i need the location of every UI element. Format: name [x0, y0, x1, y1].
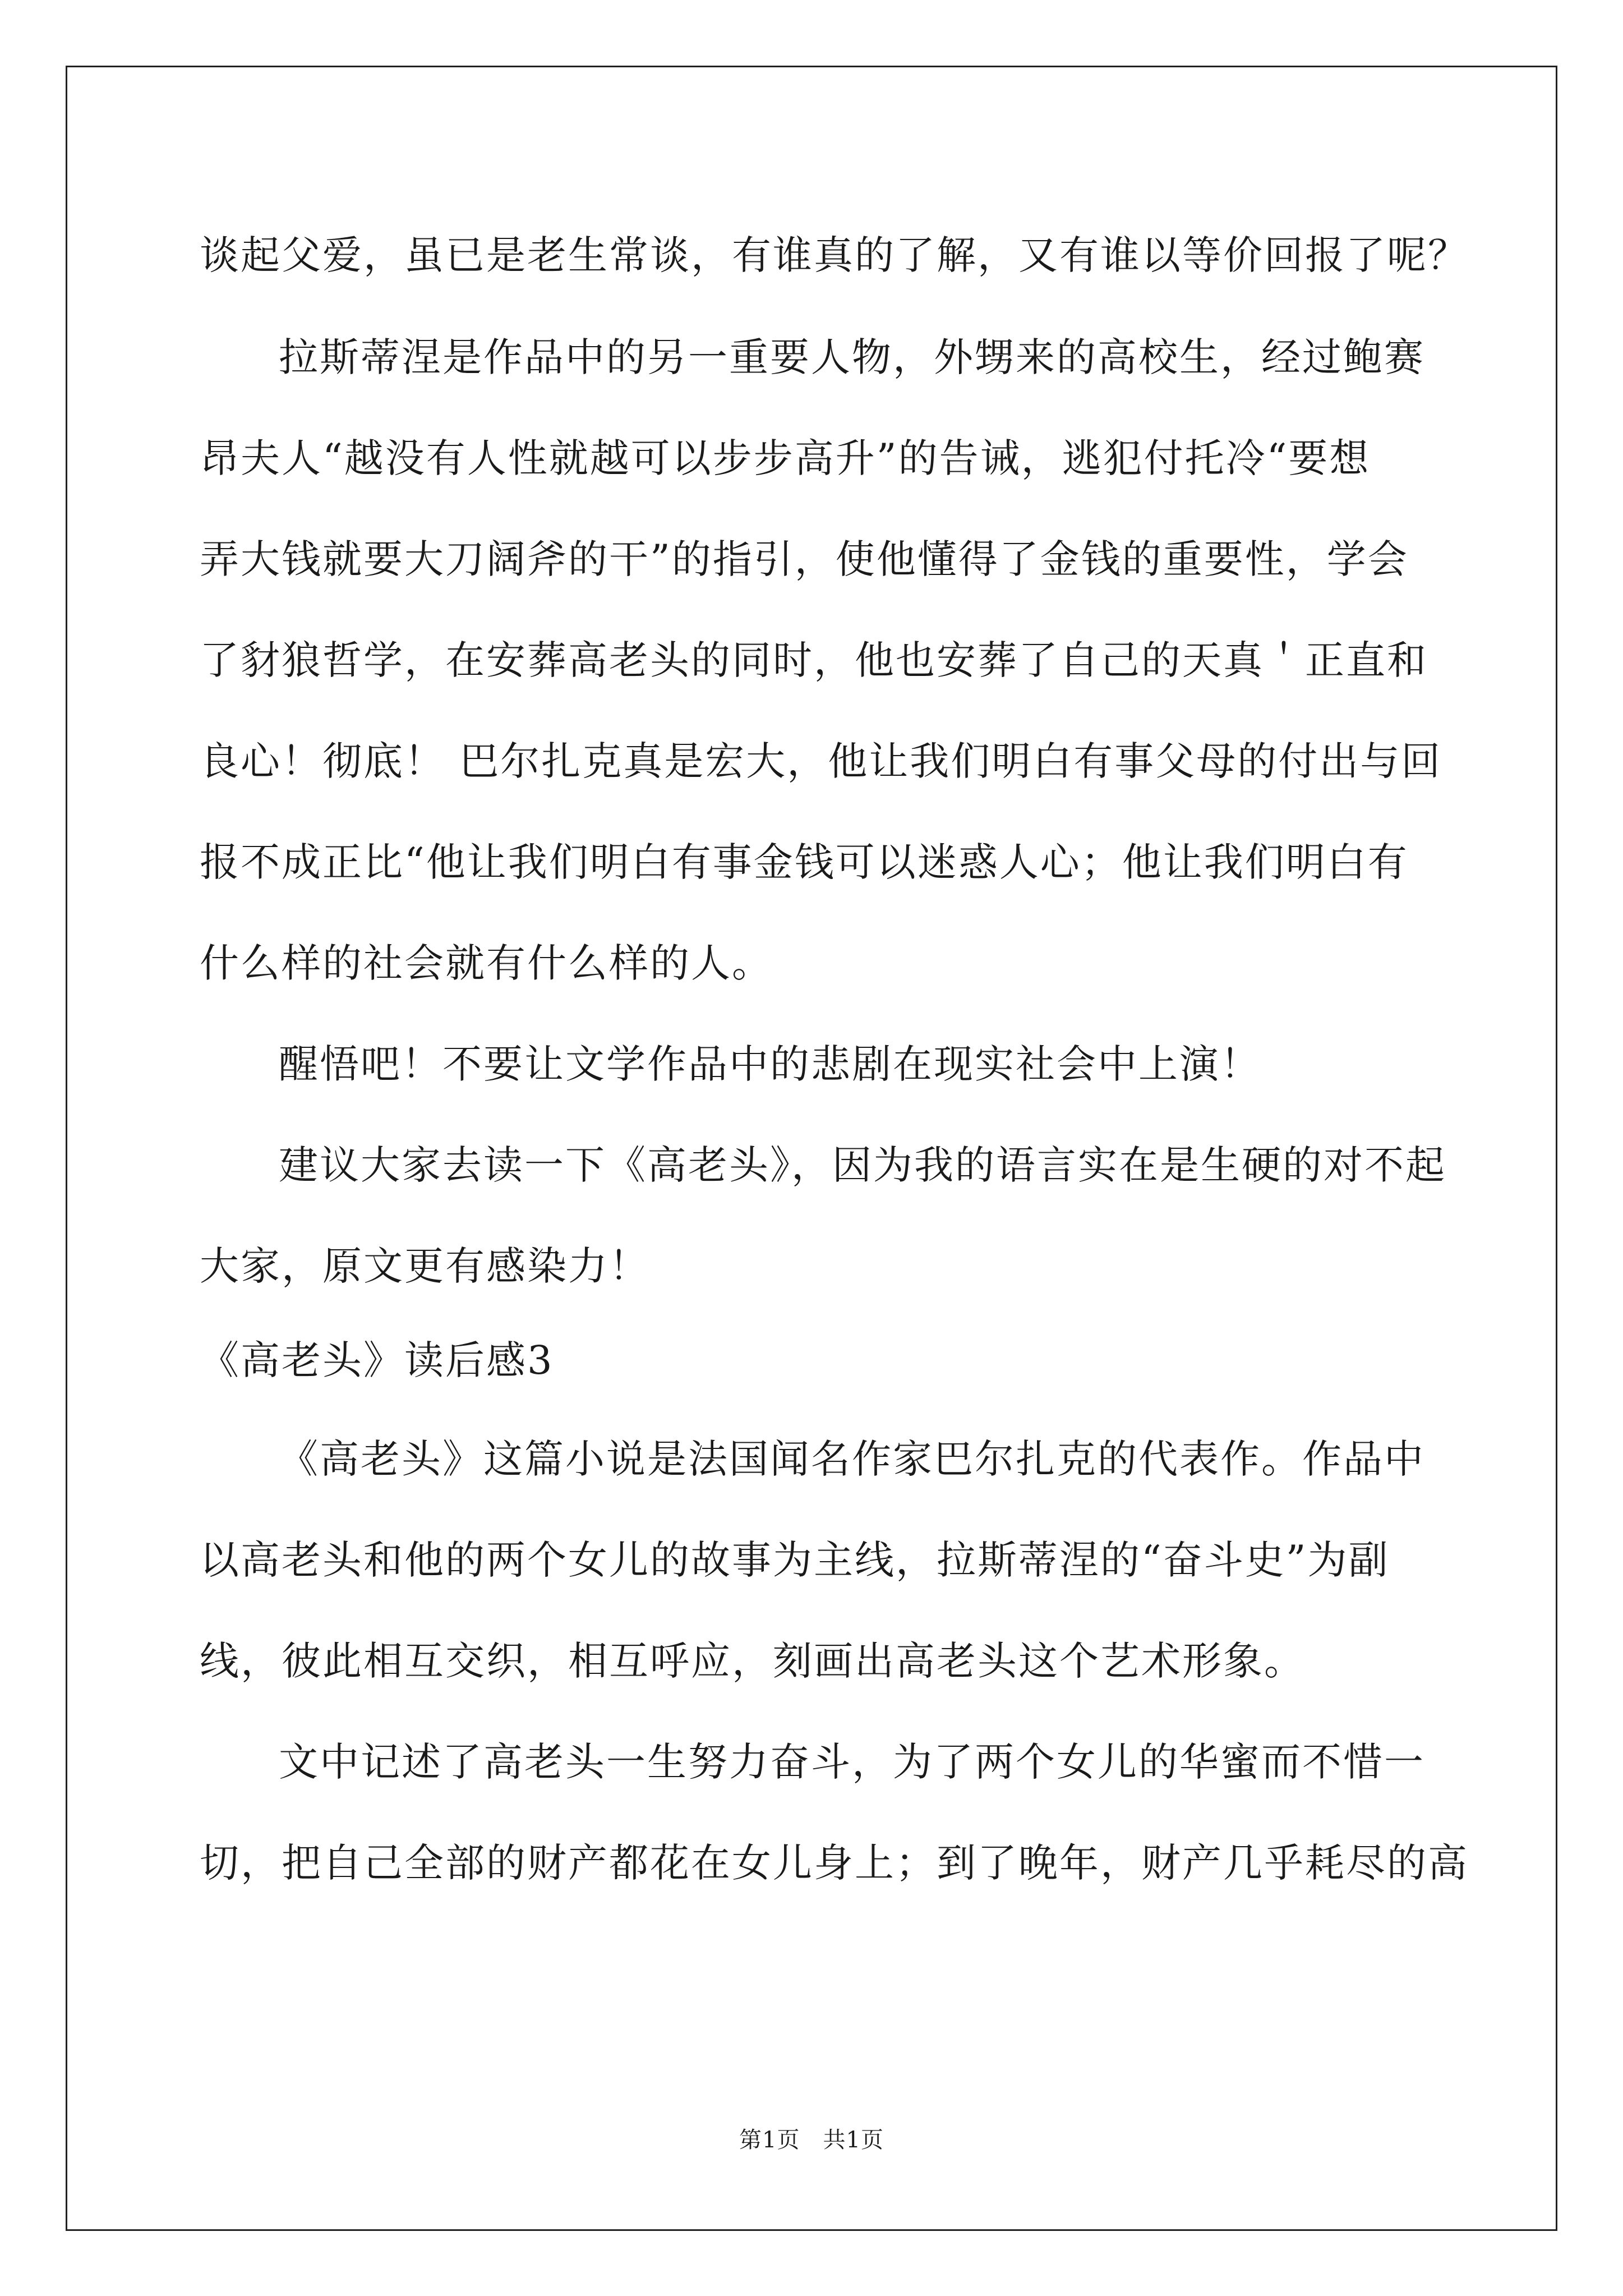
text-line: 大家，原文更有感染力！: [200, 1243, 650, 1289]
text-line: 报不成正比“他让我们明白有事金钱可以迷惑人心；他让我们明白有: [200, 839, 1409, 885]
text-line: 建议大家去读一下《高老头》，因为我的语言实在是生硬的对不起: [279, 1142, 1446, 1188]
page-number-footer: 第1页 共1页: [739, 2127, 884, 2153]
text-line: 线，彼此相互交织，相互呼应，刻画出高老头这个艺术形象。: [200, 1638, 1305, 1684]
text-line: 醒悟吧！不要让文学作品中的悲剧在现实社会中上演！: [279, 1041, 1261, 1087]
text-line: 文中记述了高老头一生努力奋斗，为了两个女儿的华蜜而不惜一: [279, 1739, 1425, 1785]
text-line: 良心！彻底！ 巴尔扎克真是宏大，他让我们明白有事父母的付出与回: [200, 738, 1442, 784]
text-line: 昂夫人“越没有人性就越可以步步高升”的告诫，逃犯付托冷“要想: [200, 435, 1371, 481]
text-line: 《高老头》这篇小说是法国闻名作家巴尔扎克的代表作。作品中: [279, 1436, 1425, 1482]
text-line: 以高老头和他的两个女儿的故事为主线，拉斯蒂涅的“奋斗史”为副: [200, 1537, 1390, 1583]
text-line: 弄大钱就要大刀阔斧的干”的指引，使他懂得了金钱的重要性，学会: [200, 536, 1409, 582]
text-line: 切，把自己全部的财产都花在女儿身上；到了晚年，财产几乎耗尽的高: [200, 1840, 1469, 1886]
text-line: 谈起父爱，虽已是老生常谈，有谁真的了解，又有谁以等价回报了呢？: [200, 232, 1469, 278]
section-heading: 《高老头》读后感3: [200, 1337, 554, 1383]
text-line: 了豺狼哲学，在安葬高老头的同时，他也安葬了自己的天真＇正直和: [200, 637, 1428, 683]
text-line: 什么样的社会就有什么样的人。: [200, 940, 773, 986]
text-line: 拉斯蒂涅是作品中的另一重要人物，外甥来的高校生，经过鲍赛: [279, 334, 1425, 380]
